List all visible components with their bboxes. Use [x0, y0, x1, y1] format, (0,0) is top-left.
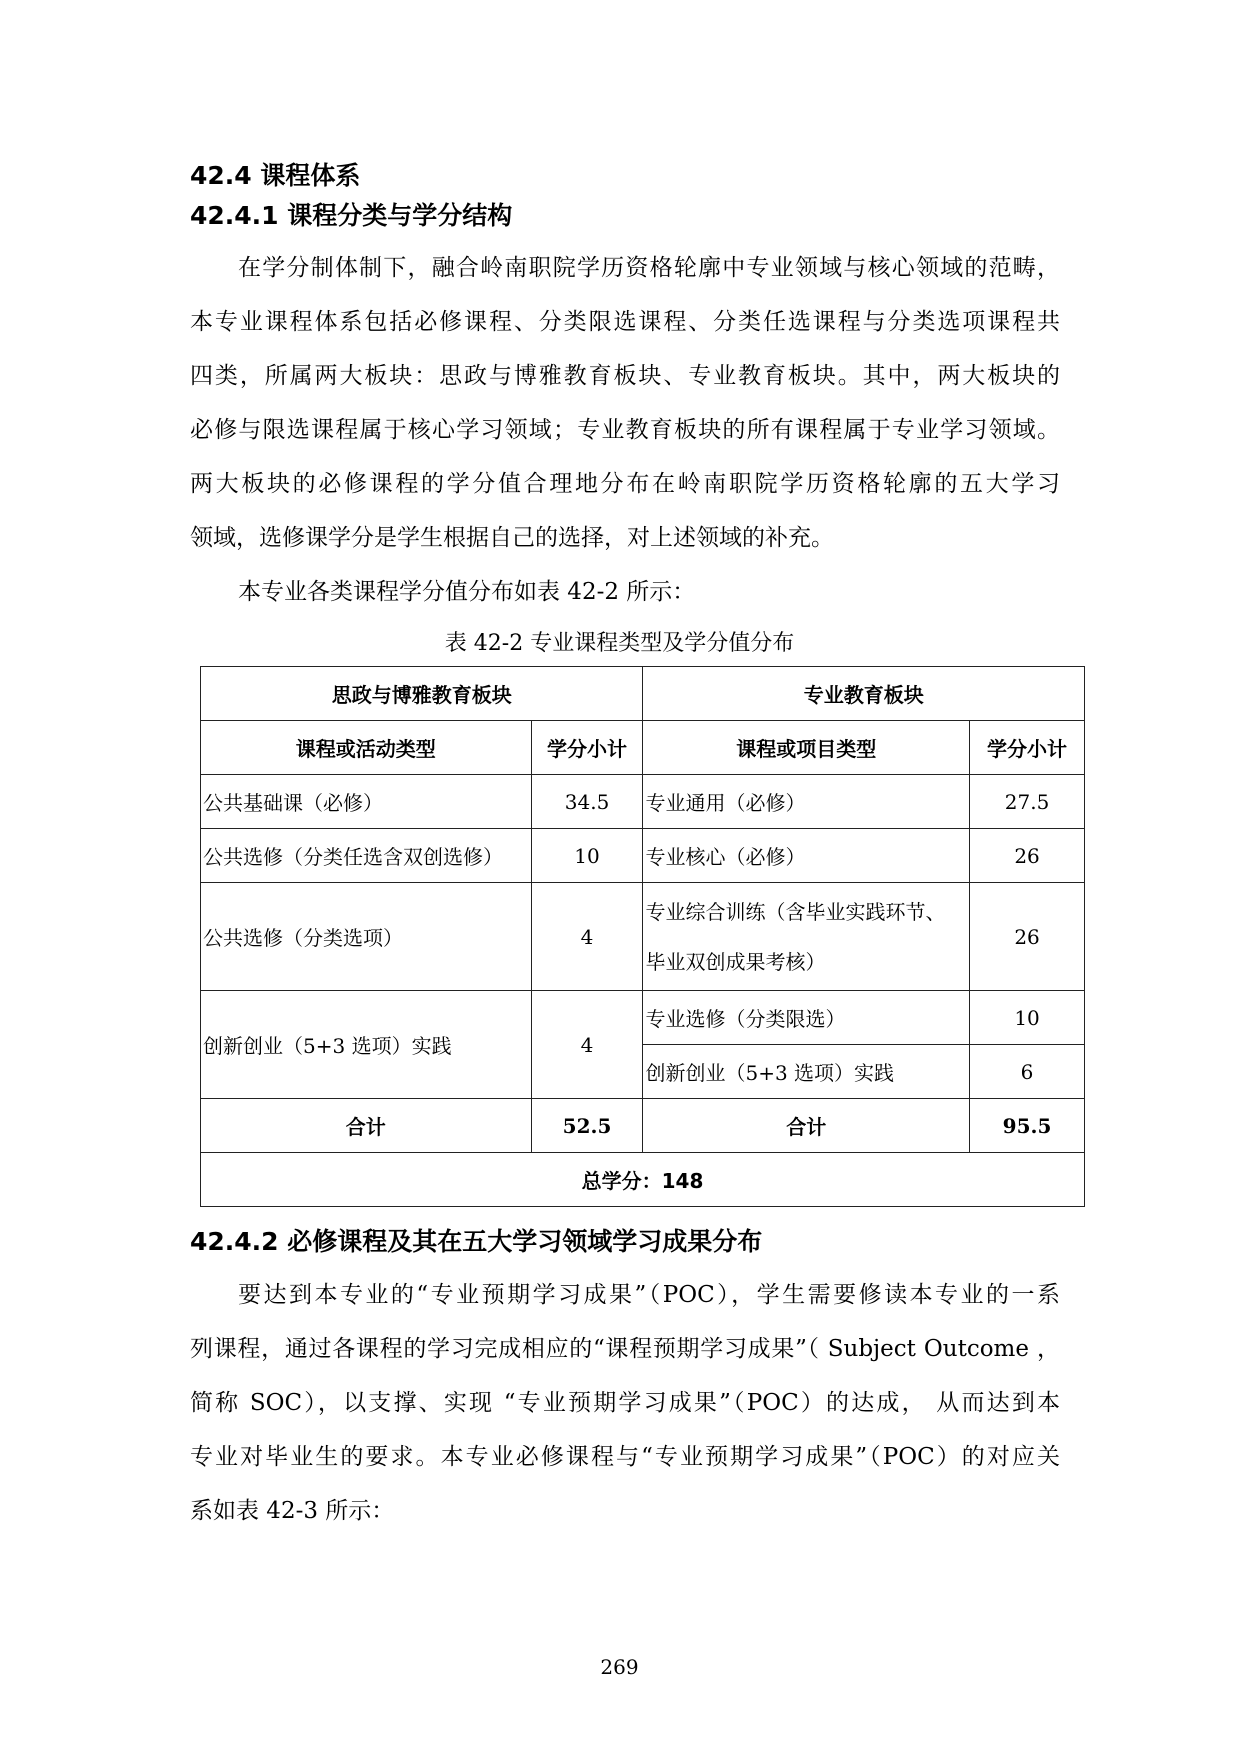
- course-type: 公共选修（分类任选含双创选修）: [201, 829, 532, 883]
- credit: 4: [531, 883, 643, 991]
- block-right-header: 专业教育板块: [643, 667, 1085, 721]
- paragraph-line: 专业对毕业生的要求。本专业必修课程与“专业预期学习成果”（POC）的对应关: [190, 1444, 1060, 1470]
- table-caption: 表 42-2 专业课程类型及学分值分布: [444, 631, 795, 656]
- col-header: 课程或活动类型: [201, 721, 532, 775]
- paragraph-line: 要达到本专业的“专业预期学习成果”（POC），学生需要修读本专业的一系: [238, 1282, 1060, 1308]
- total-right: 95.5: [970, 1099, 1085, 1153]
- course-type: 公共选修（分类选项）: [201, 883, 532, 991]
- course-type: 创新创业（5+3 选项）实践: [643, 1045, 970, 1099]
- col-header: 学分小计: [970, 721, 1085, 775]
- total-label: 合计: [201, 1099, 532, 1153]
- total-label: 合计: [643, 1099, 970, 1153]
- table-row: [201, 829, 1085, 883]
- course-type: 专业选修（分类限选）: [643, 991, 970, 1045]
- credit: 34.5: [531, 775, 643, 829]
- course-type: 公共基础课（必修）: [201, 775, 532, 829]
- credit: 26: [970, 883, 1085, 991]
- total-row: [201, 1099, 1085, 1153]
- page-number: 269: [600, 1655, 639, 1679]
- paragraph-2: 本专业各类课程学分值分布如表 42-2 所示：: [238, 579, 696, 605]
- paragraph-1: [190, 241, 1060, 619]
- grand-total: 总学分：148: [201, 1153, 1085, 1207]
- credit: 26: [970, 829, 1085, 883]
- course-type: 专业核心（必修）: [643, 829, 970, 883]
- credit: 6: [970, 1045, 1085, 1099]
- course-type-line: 专业综合训练（含毕业实践环节、: [645, 899, 946, 924]
- subsection-heading-2: 42.4.2 必修课程及其在五大学习领域学习成果分布: [190, 1227, 763, 1256]
- paragraph-3: [190, 1268, 1060, 1538]
- paragraph-line: 在学分制体制下，融合岭南职院学历资格轮廓中专业领域与核心领域的范畴，: [238, 255, 1060, 281]
- total-left: 52.5: [531, 1099, 643, 1153]
- credit: 10: [970, 991, 1085, 1045]
- credit: 4: [531, 991, 643, 1099]
- section-heading: 42.4 课程体系: [190, 161, 361, 190]
- paragraph-line: 两大板块的必修课程的学分值合理地分布在岭南职院学历资格轮廓的五大学习: [190, 471, 1060, 497]
- paragraph-line: 四类，所属两大板块：思政与博雅教育板块、专业教育板块。其中，两大板块的: [190, 363, 1060, 389]
- paragraph-line: 领域，选修课学分是学生根据自己的选择，对上述领域的补充。: [190, 525, 834, 551]
- credit-table: [200, 666, 1085, 1207]
- paragraph-line: 列课程，通过各课程的学习完成相应的“课程预期学习成果”（ Subject Outcome ，: [190, 1336, 1060, 1362]
- block-left-header: 思政与博雅教育板块: [201, 667, 643, 721]
- subsection-heading-1: 42.4.1 课程分类与学分结构: [190, 201, 513, 230]
- credit: 27.5: [970, 775, 1085, 829]
- table-row: [201, 991, 1085, 1045]
- col-header: 课程或项目类型: [643, 721, 970, 775]
- credit: 10: [531, 829, 643, 883]
- course-type: 专业通用（必修）: [643, 775, 970, 829]
- paragraph-line: 本专业课程体系包括必修课程、分类限选课程、分类任选课程与分类选项课程共: [190, 309, 1060, 335]
- table-row: [201, 883, 1085, 991]
- paragraph-line: 必修与限选课程属于核心学习领域；专业教育板块的所有课程属于专业学习领域。: [190, 417, 1060, 443]
- course-type: [643, 883, 970, 991]
- course-type-line: 毕业双创成果考核）: [645, 949, 826, 974]
- course-type: 创新创业（5+3 选项）实践: [201, 991, 532, 1099]
- col-header: 学分小计: [531, 721, 643, 775]
- table-row: [201, 775, 1085, 829]
- paragraph-line: 简称 SOC），以支撑、实现 “专业预期学习成果”（POC）的达成， 从而达到本: [190, 1390, 1060, 1416]
- paragraph-line: 系如表 42-3 所示：: [190, 1498, 395, 1524]
